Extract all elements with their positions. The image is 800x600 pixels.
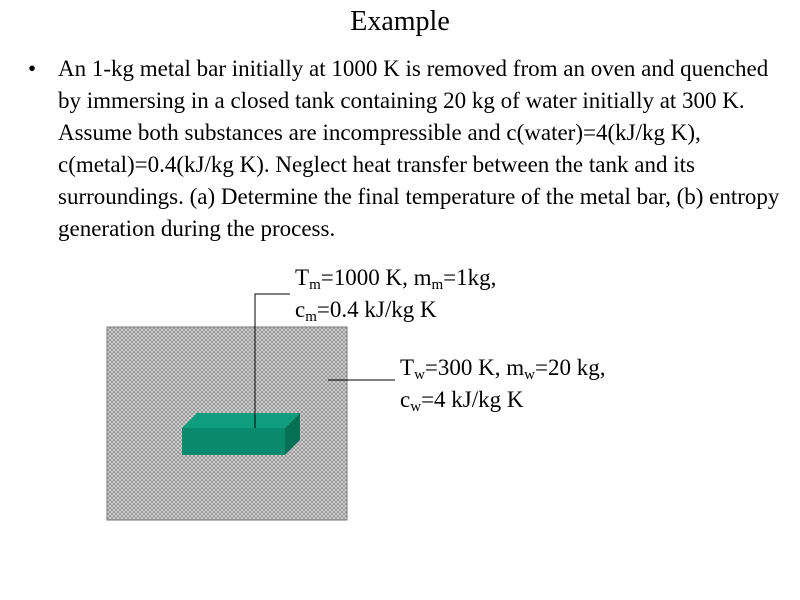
metal-line-2: $c_m=0.4$ kJ/kg K <box>295 297 437 325</box>
problem-statement: An 1-kg metal bar initially at 1000 K is removed from an oven and quenched by immersing in a closed tank containing 20 kg of water initially at 300 K. Assume both substances are incompressible and c(water)=4(kJ/kg K), c(metal)=0.4(kJ/kg K). Neglect heat transfer between the tank and its surroundings. (a) Determine the final temperature of the metal bar, (b) entropy generation during the process. <box>58 56 780 241</box>
water-line-1: $T_w=300$ K, $m_w=20$ kg, <box>400 355 606 383</box>
slide-title: Example <box>350 6 450 37</box>
water-tank <box>107 327 347 520</box>
water-line-2: $c_w=4$ kJ/kg K <box>400 387 524 415</box>
water-properties-label <box>400 352 605 416</box>
metal-bar-top <box>182 413 300 428</box>
metal-line-1: $T_m=1000$ K, $m_m=1kg$, <box>295 265 497 293</box>
metal-properties-label <box>295 262 496 326</box>
metal-bar-side <box>285 413 300 455</box>
metal-leader-line <box>255 294 290 428</box>
metal-bar-front <box>182 428 285 455</box>
bullet-dot-icon: • <box>28 56 37 81</box>
